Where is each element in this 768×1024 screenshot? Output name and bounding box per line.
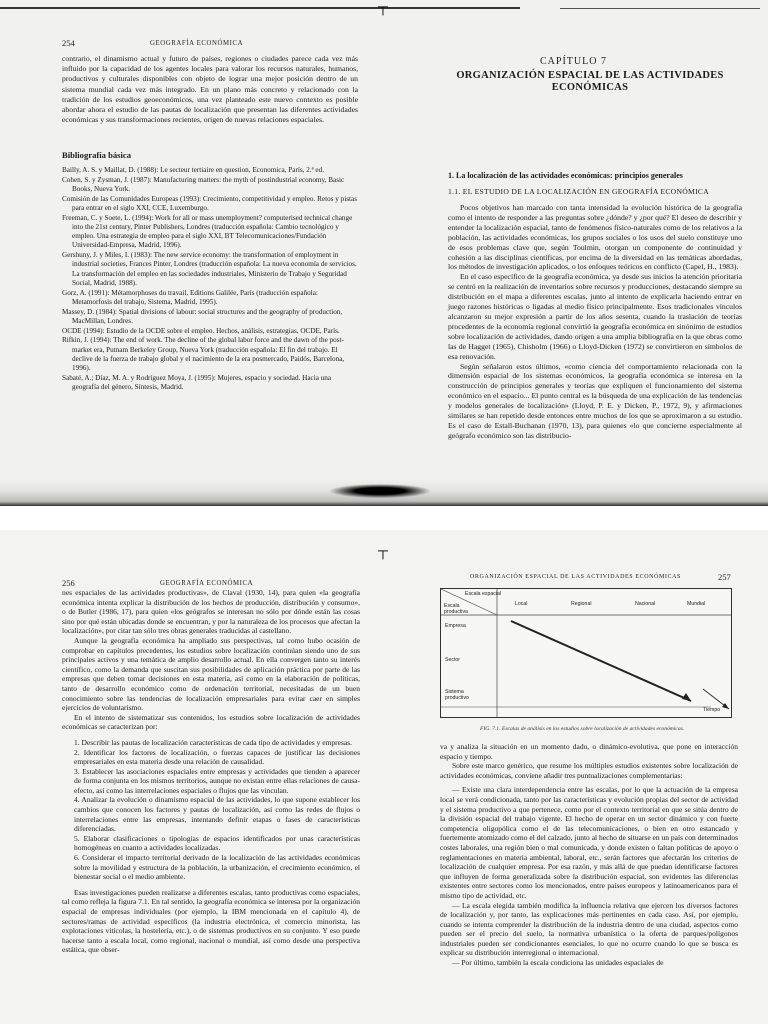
section-heading: 1. La localización de las actividades económicas: principios generales bbox=[448, 171, 683, 180]
bibliography-entry: Freeman, C. y Soete, L. (1994): Work for all or mass unemployment? computerised technical change into the 21st century, Pinter Publishers, Londres (traducción española: Cambio tecnológico y empleo. Una estrategia de empleo para el siglo XXI, BT Telecomunicaciones/Fundación Universidad-Empresa, Madrid, 1996). bbox=[62, 213, 353, 250]
right-column bbox=[440, 742, 738, 968]
figure-7-1 bbox=[440, 588, 732, 718]
list-item: 1. Describir las pautas de localización características de cada tipo de actividades y empresas. bbox=[74, 737, 353, 747]
body-paragraph: — Por último, también la escala condiciona las unidades espaciales de bbox=[452, 958, 664, 968]
figure-row-label: Sector bbox=[445, 657, 460, 663]
list-item: 5. Elaborar clasificaciones o tipologías de espacios identificados por unas características homogéneas en cuanto a actividades localizadas. bbox=[74, 833, 360, 853]
bibliography-entry: OCDE (1994): Estudio de la OCDE sobre el empleo. Hechos, análisis, estrategias, OCDE, París. bbox=[62, 326, 340, 335]
figure-column-label: Nacional bbox=[635, 601, 656, 607]
body-paragraph: Esas investigaciones pueden realizarse a diferentes escalas, tanto productivas como espaciales, tal como refleja la figura 7.1. En tal sentido, la geografía económica se interesa por la organización espacial de empresas individuales (por ejemplo, la IBM mencionada en el capítulo 4), de sectores/ramas de actividad específicos (la industria electrónica, el comercio minorista, las explotaciones vitícolas, la hostelería, etc.), o de sistemas productivos en su conjunto. Y eso puede hacerse tanto a escala local, como regional, nacional o mundial, así como desde una perspectiva estática, que obser- bbox=[62, 887, 360, 955]
page-number: 256 bbox=[62, 578, 75, 588]
body-paragraph: — La escala elegida también modifica la influencia relativa que ejercen los diversos factores de localización y, por tanto, las explicaciones más pertinentes en cada caso. Así, por ejemplo, cuando se intenta comprender la distribución de la industria dentro de una ciudad, aspectos como pueden ser el precio del suelo, la normativa urbanística o la oferta de parques/polígonos industriales pueden ser condicionantes esenciales, lo que no ocurre cuando lo que se busca es explicar su distribución interregional o internacional. bbox=[440, 900, 738, 958]
running-head: GEOGRAFÍA ECONÓMICA bbox=[150, 40, 244, 47]
body-paragraph: En el intento de sistematizar sus contenidos, los estudios sobre localización de actividades económicas se caracterizan por: bbox=[62, 712, 360, 732]
bibliography-entry: Sabaté, A.; Díaz, M. A. y Rodríguez Moya, J. (1995): Mujeres, espacio y sociedad. Hacia una geografía del género, Síntesis, Madrid. bbox=[62, 373, 332, 392]
top-rule-right bbox=[560, 8, 760, 9]
body-paragraph: En el caso específico de la geografía económica, ya desde sus inicios la atención prioritaria se centró en la realización de inventarios sobre recursos y producciones, destacando siempre su distribución en el mapa a diferentes escalas, junto al intento de explicarla haciendo entrar en juego razones históricas o ligadas al medio físico principalmente. Esos tradicionales vínculos alcanzaron su mejor expresión a partir de los años sesenta, cuando la traslación de teorías procedentes de la economía regional convirtió la geografía económica en sinónimo de estudios sobre localización de actividades, dando origen a una amplia bibliografía en la que obras como las de Hagget (1965), Chisholm (1966) o Lloyd-Dicken (1972) se convirtieron en símbolos de esa renovación. bbox=[448, 272, 742, 361]
left-column bbox=[62, 588, 360, 955]
body-paragraph: nes espaciales de las actividades productivas», de Claval (1930, 14), para quien «la geografía económica intenta explicar la distribución de los hechos de producción, distribución y consumo», o de Butler (1986, 17), para quien «los geógrafos se interesan no sólo por dónde están las cosas sino por qué están ubicadas donde se encuentran, y por la naturaleza de los procesos que afectan la localización», por citar tan sólo tres obras generales traducidas al castellano. bbox=[62, 588, 360, 636]
body-paragraph: — Existe una clara interdependencia entre las escalas, por lo que la actuación de la empresa local se verá condicionada, tanto por las características y evolución propias del sector de actividad y el sistema productivo a que pertenece, como por el contexto territorial en que se sitúa dentro de la división espacial del trabajo vigente. El hecho de operar en un sector dinámico y con fuerte competencia oligopólica como el de las telecomunicaciones, o bien en otro estancado y fuertemente atomizado como el del calzado, junto al hecho de situarse en un país con determinados costes laborales, una región bien o mal comunicada, y donde existen o faltan políticas de apoyo o reglamentaciones en materia ambiental, laboral, etc., serán factores que afectarán los criterios de localización de cualquier empresa. Por esa razón, y más allá de que puedan identificarse factores que influyen de forma generalizada sobre la distribución espacial, son evidentes las diferencias existentes entre sectores como los mencionados, entre países europeos y latinoamericanos para el mismo tipo de actividad, etc. bbox=[440, 785, 738, 900]
page-254-spread bbox=[0, 0, 768, 506]
body-paragraph: Según señalaron estos últimos, «como ciencia del comportamiento relacionada con la dimensión espacial de los sistemas económicos, la geografía económica se interesa en la construcción de principios generales y teorías que expliquen el funcionamiento del sistema económico en el espacio... El punto central es la búsqueda de una explicación de las tendencias y modelos generales de localización» (Lloyd, P. E. y Dicken, P., 1972, 9), y afirmaciones similares se han repetido desde entonces entre muchos de los que se aproximaron a su estudio. Es el caso de Estall-Buchanan (1970, 13), para quienes «lo que concierne especialmente al geógrafo económico son las distribucio- bbox=[448, 361, 742, 440]
bibliography-entry: Comisión de las Comunidades Europeas (1993): Crecimiento, competitividad y empleo. Retos y pistas para entrar en el siglo XXI, CCE, Luxemburgo. bbox=[62, 194, 358, 212]
crop-mark: ┬ bbox=[378, 0, 388, 15]
list-item: 3. Establecer las asociaciones espaciales entre empresas y actividades que tienden a aparecer de forma conjunta en los mismos territorios, aunque no existan entre ellas relaciones de causa-efecto, así como las interrelaciones espaciales o flujos que las vinculan. bbox=[74, 766, 360, 795]
body-paragraph: Pocos objetivos han marcado con tanta intensidad la evolución histórica de la geografía como el intento de responder a las preguntas sobre ¿dónde? y ¿por qué? El deseo de describir y entender la localización espacial, tanto de fenómenos físico-naturales como de los relativos a la población, las actividades económicas, los grupos sociales o los usos del suelo constituye uno de esos problemas clave que, según Toulmin, otorgan un componente de continuidad y cohesión a las disciplinas científicas, por encima de la diversidad en las temáticas abordadas, los métodos de investigación aplicados, o los enfoques teóricos en conflicto (Capel, H., 1983). bbox=[448, 203, 742, 272]
body-paragraph: va y analiza la situación en un momento dado, o dinámico-evolutiva, que pone en interacción espacio y tiempo. bbox=[440, 742, 738, 761]
figure-row-label: Sistema productivo bbox=[445, 689, 469, 701]
page-number: 254 bbox=[62, 38, 75, 48]
bibliography-entry: Cohen, S. y Zysman, J. (1987): Manufacturing matters: the myth of postindustrial economy, Basic Books, Nueva York. bbox=[62, 175, 345, 193]
subsection-heading: 1.1. EL ESTUDIO DE LA LOCALIZACIÓN EN GEOGRAFÍA ECONÓMICA bbox=[448, 187, 710, 196]
chapter-label: CAPÍTULO 7 bbox=[540, 56, 607, 67]
intro-paragraph: contrario, el dinamismo actual y futuro de países, regiones o ciudades parece cada vez más influido por la capacidad de los agentes locales para valorar los recursos naturales, humanos, productivos y culturales disponibles con objeto de lograr una mejor posición dentro de un sistema mundial cada vez más integrado. En un plano más concreto y relacionado con la tradición de los estudios geoeconómicos, una vez planteado este nuevo contexto es posible abordar ahora el estudio de las pautas de localización que presentan las diferentes actividades económicas y sus transformaciones recientes, origen de nuevas relaciones espaciales. bbox=[62, 54, 358, 125]
bibliography-entry: Rifkin, J. (1994): The end of work. The decline of the global labor force and the dawn of the post-market era, Putnam Berkeley Group, Nueva York (traducción española: El fin del trabajo. El declive de la fuerza de trabajo global y el nacimiento de la era posmercado, Paidós, Barcelona, 1996). bbox=[62, 336, 345, 373]
right-column bbox=[448, 203, 742, 441]
running-head-right: ORGANIZACIÓN ESPACIAL DE LAS ACTIVIDADES ECONÓMICAS bbox=[470, 574, 681, 580]
figure-column-label: Regional bbox=[571, 601, 592, 607]
intro-column bbox=[62, 54, 358, 125]
body-paragraph: Sobre este marco genérico, que resume los múltiples estudios existentes sobre localización de actividades económicas, conviene añadir tres puntualizaciones complementarias: bbox=[440, 761, 738, 780]
page-256-spread bbox=[0, 530, 768, 1024]
crop-mark: ┬ bbox=[378, 544, 388, 559]
page-number-right: 257 bbox=[718, 572, 731, 582]
page-gap bbox=[0, 506, 768, 530]
top-rule bbox=[0, 7, 520, 9]
figure-row-label: Empresa bbox=[445, 623, 466, 629]
figure-caption: FIG. 7.1. Escalas de análisis en los estudios sobre localización de actividades económicas. bbox=[480, 726, 685, 732]
list-item: 6. Considerar el impacto territorial derivado de la localización de las actividades económicas sobre la movilidad y estructura de la población, la urbanización, el crecimiento económico, el bienestar social o el medio ambiente. bbox=[74, 853, 360, 882]
bibliography-entry: Gorz, A. (1991): Métamorphoses du travail, Editions Galilée, París (traducción española: Metamorfosis del trabajo, Sistema, Madrid, 1995). bbox=[62, 288, 318, 306]
bibliography-entry: Massey, D. (1984): Spatial divisions of labour: social structures and the geography of production, MacMillan, Londres. bbox=[62, 307, 343, 325]
characteristics-list bbox=[62, 738, 360, 882]
bibliography-entry: Bailly, A. S. y Maillat, D. (1988): Le secteur tertiaire en question, Economica, París, 2.ª ed. bbox=[62, 166, 324, 174]
list-item: 4. Analizar la evolución o dinamismo espacial de las actividades, lo que supone establecer los cambios que conocen los factores y pautas de localización, así como las redes de flujos o interrelaciones entre las empresas, intentando definir etapas o fases de características diferenciadas. bbox=[74, 795, 360, 834]
figure-time-label: Tiempo bbox=[703, 707, 721, 713]
figure-column-label: Local bbox=[515, 601, 528, 607]
figure-corner-bottom: Escala productiva bbox=[444, 603, 468, 615]
figure-column-label: Mundial bbox=[687, 601, 706, 607]
spine-ornament bbox=[330, 484, 430, 498]
chapter-title: ORGANIZACIÓN ESPACIAL DE LAS ACTIVIDADES ECONÓMICAS bbox=[456, 70, 724, 93]
bibliography-entry: Gershuny, J. y Miles, I. (1983): The new service economy: the transformation of employment in industrial societies, Frances Pinter, Londres (traducción española: La nueva economía de servicios. La transformación del empleo en las sociedades industriales, Ministerio de Trabajo y Seguridad Social, Madrid, 1988). bbox=[62, 251, 357, 287]
body-paragraph: Aunque la geografía económica ha ampliado sus perspectivas, tal como hubo ocasión de comprobar en capítulos precedentes, los estudios sobre localización continúan siendo uno de sus principales activos y una temática de amplio desarrollo actual. En ella convergen tanto su interés científico, como la demanda que suscitan sus posibilidades de aplicación práctica por parte de las empresas que deben tomar decisiones en esta materia, así como en la elaboración de políticas, tanto de desarrollo económico como de ordenación territorial, necesitadas de un buen conocimiento sobre las tendencias de localización empresariales para evitar caer en simples ejercicios de voluntarismo. bbox=[62, 635, 360, 713]
bibliography-list bbox=[62, 166, 358, 393]
list-item: 2. Identificar los factores de localización, o fuerzas capaces de justificar las decisiones empresariales en esta materia desde una relación de causalidad. bbox=[74, 747, 360, 767]
figure-corner-top: Escala espacial bbox=[465, 591, 502, 597]
running-head: GEOGRAFÍA ECONÓMICA bbox=[160, 580, 254, 587]
bibliography-heading: Bibliografía básica bbox=[62, 150, 131, 160]
